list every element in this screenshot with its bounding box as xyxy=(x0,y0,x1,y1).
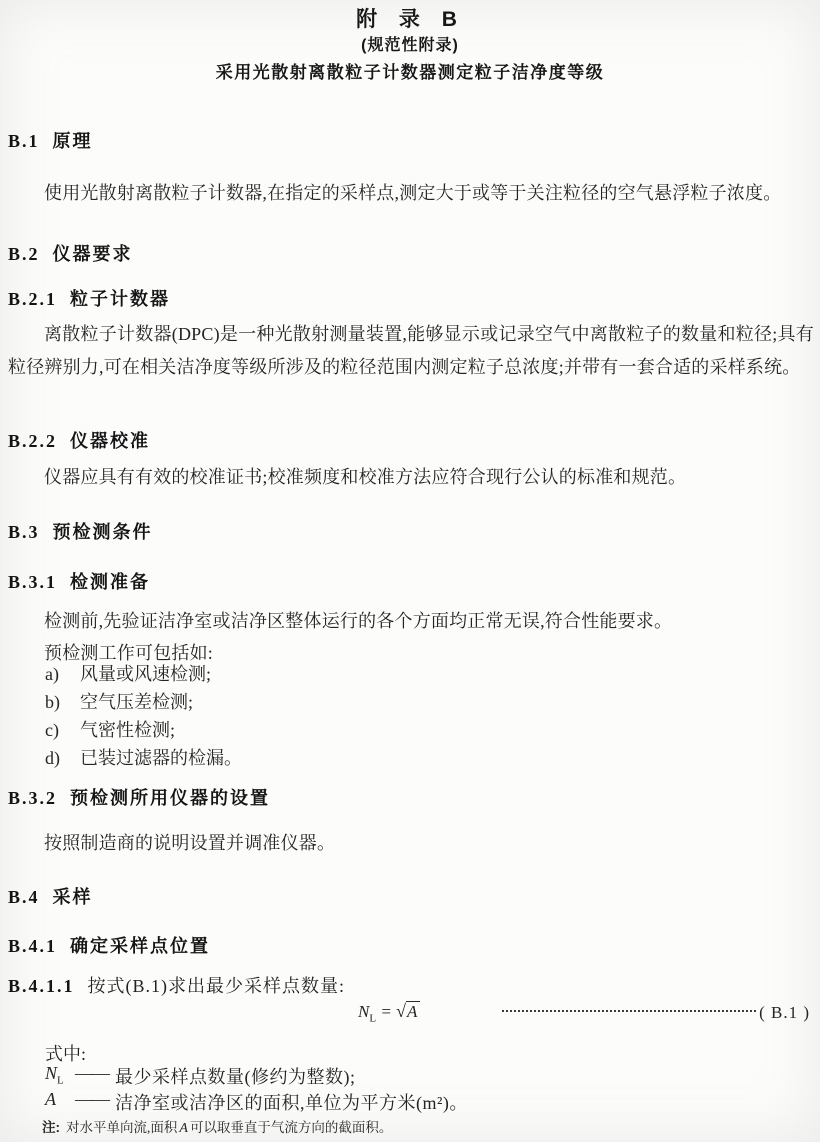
note-text: 可以取垂直于气流方向的截面积。 xyxy=(189,1120,393,1135)
clause-heading-b21 xyxy=(8,288,812,310)
clause-number: B.2.1 xyxy=(8,289,58,309)
clause-number: B.3.2 xyxy=(8,788,58,808)
definition-variable: A xyxy=(45,1089,56,1109)
clause-text: 按式(B.1)求出最少采样点数量: xyxy=(87,976,346,996)
clause-number: B.4.1.1 xyxy=(8,976,75,996)
clause-number: B.1 xyxy=(8,131,40,151)
list-item xyxy=(45,688,812,716)
clause-title: 预检测条件 xyxy=(52,522,153,542)
clause-heading-b411 xyxy=(8,975,812,997)
paragraph-b31-1: 检测前,先验证洁净室或洁净区整体运行的各个方面均正常无误,符合性能要求。 xyxy=(44,611,673,631)
list-item-label: d) xyxy=(45,748,60,768)
definition-dash: —— xyxy=(75,1063,109,1083)
clause-heading-b22 xyxy=(8,430,812,452)
list-item-text: 风量或风速检测; xyxy=(80,664,212,684)
clause-title: 仪器校准 xyxy=(70,431,151,451)
paragraph-b21: 离散粒子计数器(DPC)是一种光散射测量装置,能够显示或记录空气中离散粒子的数量和粒径;具有粒径辨别力,可在相关洁净度等级所涉及的粒径范围内测定粒子总浓度;并带有一套合适的采样系统。 xyxy=(8,324,814,377)
clause-heading-b31 xyxy=(8,571,812,593)
note-label: 注: xyxy=(42,1120,60,1135)
list-item xyxy=(45,716,812,744)
definition-dash: —— xyxy=(75,1089,109,1109)
where-label: 式中: xyxy=(45,1044,87,1064)
clause-heading-b32 xyxy=(8,787,812,809)
clause-title: 粒子计数器 xyxy=(70,289,171,309)
formula-variable: N xyxy=(358,1002,370,1021)
clause-number: B.3 xyxy=(8,522,40,542)
list-item-text: 已装过滤器的检漏。 xyxy=(80,748,242,768)
clause-title: 预检测所用仪器的设置 xyxy=(70,788,271,808)
definition-a xyxy=(45,1089,812,1115)
list-item-label: a) xyxy=(45,664,59,684)
list-item-text: 气密性检测; xyxy=(80,720,176,740)
paragraph-b31-2: 预检测工作可包括如: xyxy=(44,643,213,663)
clause-heading-b41 xyxy=(8,935,812,957)
clause-title: 采样 xyxy=(52,887,93,907)
clause-title: 确定采样点位置 xyxy=(70,936,211,956)
dotted-leader xyxy=(502,1009,756,1012)
note-text: 对水平单向流,面积 xyxy=(66,1120,178,1135)
note-variable: A xyxy=(179,1121,188,1136)
clause-title: 检测准备 xyxy=(70,572,151,592)
clause-heading-b2 xyxy=(8,243,812,265)
definition-nl xyxy=(45,1063,812,1089)
clause-number: B.2.2 xyxy=(8,431,58,451)
appendix-subtitle: (规范性附录) xyxy=(361,37,459,54)
appendix-heading: 采用光散射离散粒子计数器测定粒子洁净度等级 xyxy=(215,63,605,82)
clause-title: 原理 xyxy=(52,131,93,151)
note xyxy=(42,1116,812,1137)
appendix-title: 附 录 B xyxy=(356,8,464,31)
sqrt-sign: √ xyxy=(396,1001,406,1021)
clause-number: B.2 xyxy=(8,244,40,264)
clause-heading-b3 xyxy=(8,521,812,543)
definition-variable: $N_L$ xyxy=(45,1063,64,1087)
formula-expression xyxy=(358,1001,420,1024)
pretest-checklist xyxy=(45,660,812,772)
equation-number: ( B.1 ) xyxy=(759,1002,810,1022)
definition-text: 最少采样点数量(修约为整数); xyxy=(115,1067,356,1087)
list-item xyxy=(45,660,812,688)
paragraph-b1: 使用光散射离散粒子计数器,在指定的采样点,测定大于或等于关注粒径的空气悬浮粒子浓度。 xyxy=(44,183,782,203)
clause-heading-b1 xyxy=(8,130,812,152)
clause-number: B.4.1 xyxy=(8,936,58,956)
paragraph-b22: 仪器应具有有效的校准证书;校准频度和校准方法应符合现行公认的标准和规范。 xyxy=(44,467,687,487)
list-item xyxy=(45,744,812,772)
formula-subscript: L xyxy=(369,1012,377,1025)
equals-sign: = xyxy=(376,1002,397,1021)
equation-b1 xyxy=(0,1001,810,1024)
clause-number: B.4 xyxy=(8,887,40,907)
paragraph-b32: 按照制造商的说明设置并调准仪器。 xyxy=(44,833,336,853)
list-item-label: c) xyxy=(45,720,59,740)
radicand: A xyxy=(406,1001,420,1021)
list-item-label: b) xyxy=(45,692,60,712)
list-item-text: 空气压差检测; xyxy=(80,692,194,712)
clause-heading-b4 xyxy=(8,886,812,908)
clause-number: B.3.1 xyxy=(8,572,58,592)
clause-title: 仪器要求 xyxy=(52,244,133,264)
definition-text: 洁净室或洁净区的面积,单位为平方米(m²)。 xyxy=(115,1093,468,1113)
